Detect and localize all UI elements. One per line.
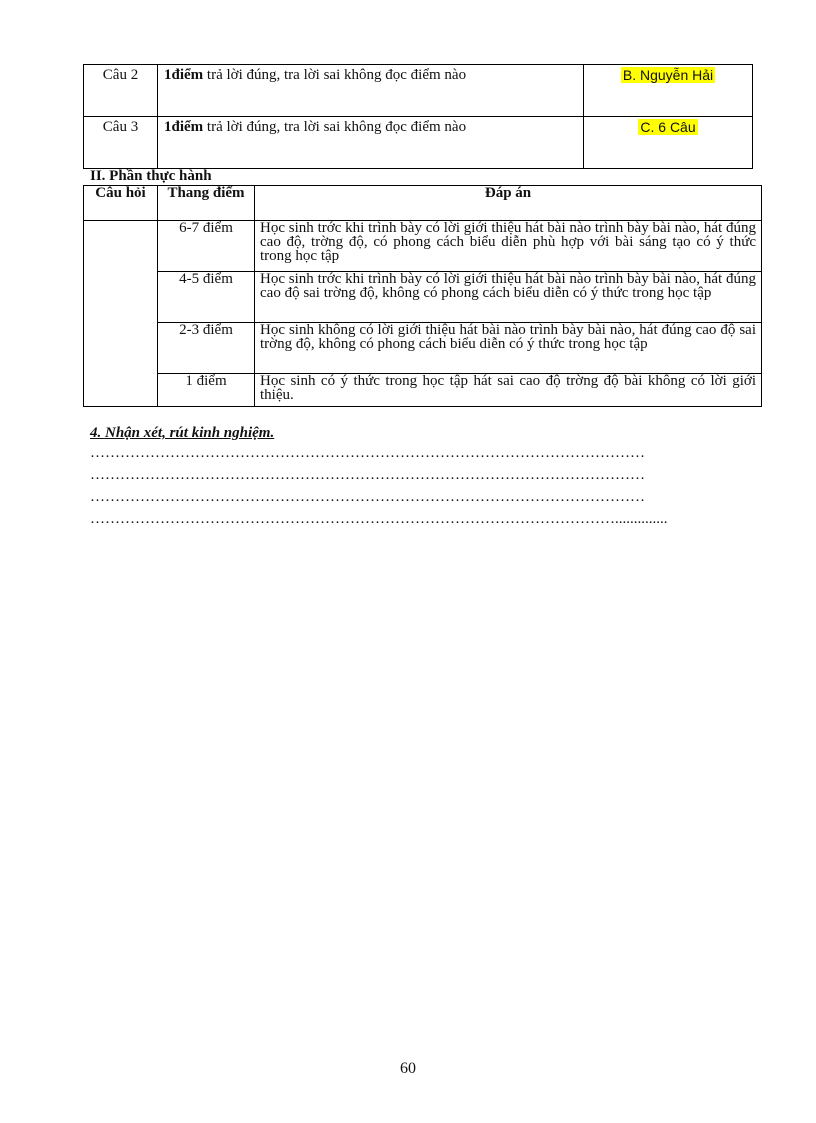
scale-cell: 1 điểm — [158, 374, 255, 407]
score-bold: 1điểm — [164, 119, 204, 135]
criteria-cell: Học sinh trớc khi trình bày có lời giới thiệu hát bài nào trình bày bài nào, hát đúng cao độ sai trờng độ, không có phong cách biểu diễn có ý thức trong học tập — [255, 272, 762, 323]
scale-cell: 6-7 điểm — [158, 221, 255, 272]
score-cell — [158, 65, 584, 117]
answer-cell — [584, 117, 753, 169]
table-row — [84, 323, 762, 374]
dotted-line: ………………………………………………………………………………………………… — [90, 467, 645, 483]
question-cell: Câu 3 — [84, 117, 158, 169]
header-answer: Đáp án — [255, 186, 762, 221]
table-header-row — [84, 186, 762, 221]
criteria-cell: Học sinh trớc khi trình bày có lời giới thiệu hát bài nào trình bày bài nào, hát đúng cao độ, trờng độ, có phong cách biểu diễn phù hợp với bài sáng tạo có ý thức trong học tập — [255, 221, 762, 272]
score-text: trả lời đúng, tra lời sai không đọc điểm nào — [203, 119, 467, 135]
header-question: Câu hỏi — [84, 186, 158, 221]
table-row — [84, 272, 762, 323]
score-cell — [158, 117, 584, 169]
criteria-cell: Học sinh không có lời giới thiệu hát bài nào trình bày bài nào, hát đúng cao độ sai trờng độ, không có phong cách biểu diễn có ý thức trong học tập — [255, 323, 762, 374]
dotted-line: ………………………………………………………………………………………………… — [90, 489, 645, 505]
score-bold: 1điểm — [164, 67, 204, 83]
criteria-cell: Học sinh có ý thức trong học tập hát sai cao độ trờng độ bài không có lời giới thiệu. — [255, 374, 762, 407]
scale-cell: 2-3 điểm — [158, 323, 255, 374]
section-title: II. Phần thực hành — [90, 168, 212, 184]
table-row — [84, 117, 753, 169]
page-number: 60 — [400, 1060, 416, 1077]
table-row — [84, 65, 753, 117]
question-cell: Câu 2 — [84, 65, 158, 117]
answer-key-table — [83, 64, 753, 169]
practice-rubric-table — [83, 185, 762, 407]
dotted-line: …………………………………………………………………………………………….............. — [90, 511, 668, 527]
answer-highlight: C. 6 Câu — [640, 119, 696, 135]
question-cell-empty — [84, 221, 158, 407]
comments-title: 4. Nhận xét, rút kinh nghiệm. — [90, 425, 275, 441]
dotted-line: ………………………………………………………………………………………………… — [90, 445, 645, 461]
score-text: trả lời đúng, tra lời sai không đọc điểm nào — [203, 67, 467, 83]
table-row — [84, 221, 762, 272]
scale-cell: 4-5 điểm — [158, 272, 255, 323]
table-row — [84, 374, 762, 407]
answer-highlight: B. Nguyễn Hải — [622, 67, 714, 83]
header-scale: Thang điểm — [158, 186, 255, 221]
answer-cell — [584, 65, 753, 117]
